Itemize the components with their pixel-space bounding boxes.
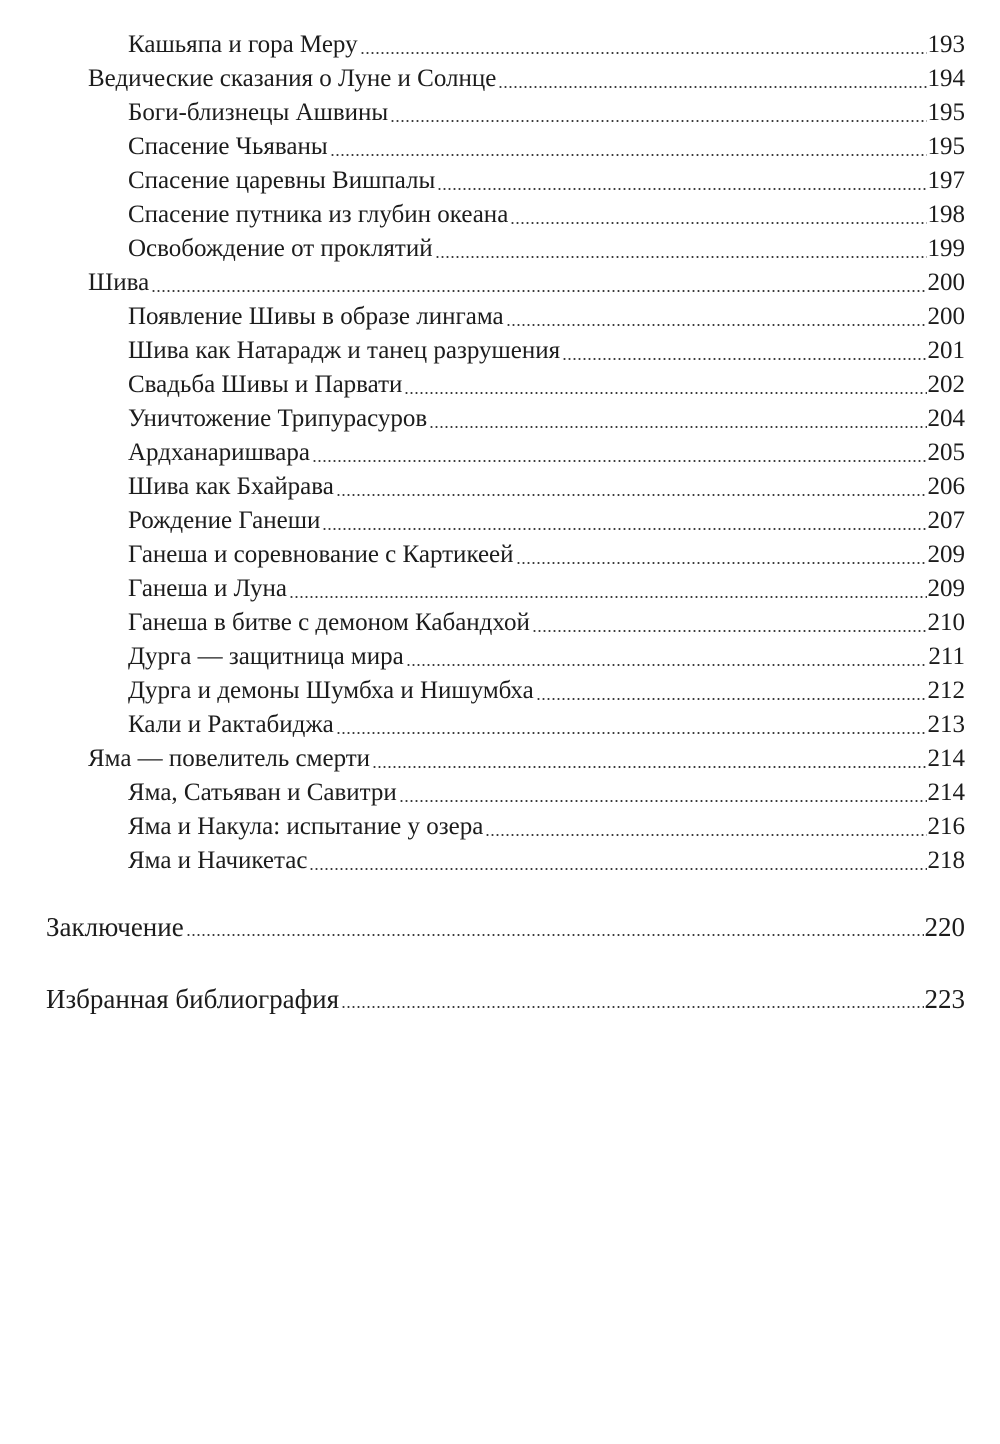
toc-entry-page: 195 bbox=[927, 133, 965, 160]
toc-entry[interactable] bbox=[128, 402, 965, 436]
toc-entry-page: 199 bbox=[927, 235, 965, 262]
dot-leader bbox=[485, 834, 926, 836]
toc-entry[interactable] bbox=[128, 606, 965, 640]
toc-entry[interactable] bbox=[128, 776, 965, 810]
toc-entry-title: Дурга — защитница мира bbox=[128, 643, 404, 670]
toc-entry-page: 210 bbox=[927, 609, 965, 636]
toc-entry-page: 214 bbox=[927, 745, 965, 772]
toc-entry-page: 197 bbox=[927, 167, 965, 194]
toc-entry-page: 211 bbox=[928, 643, 965, 670]
dot-leader bbox=[404, 392, 926, 394]
toc-entry-title: Шива как Натарадж и танец разрушения bbox=[128, 337, 561, 364]
dot-leader bbox=[562, 358, 926, 360]
toc-entry-title: Яма и Накула: испытание у озера bbox=[128, 813, 484, 840]
dot-leader bbox=[151, 290, 926, 292]
toc-entry-page: 202 bbox=[927, 371, 965, 398]
toc-entry-title: Спасение Чьяваны bbox=[128, 133, 328, 160]
toc-entry[interactable] bbox=[128, 470, 965, 504]
dot-leader bbox=[435, 256, 927, 258]
dot-leader bbox=[429, 426, 926, 428]
toc-entry-title: Боги-близнецы Ашвины bbox=[128, 99, 389, 126]
dot-leader bbox=[536, 698, 927, 700]
toc-entry-page: 200 bbox=[927, 269, 965, 296]
toc-entry[interactable] bbox=[128, 504, 965, 538]
dot-leader bbox=[341, 1006, 923, 1008]
toc-entry[interactable] bbox=[128, 810, 965, 844]
dot-leader bbox=[390, 120, 926, 122]
dot-leader bbox=[506, 324, 927, 326]
toc-entry-title: Ганеша и Луна bbox=[128, 575, 287, 602]
toc-entry-page: 200 bbox=[927, 303, 965, 330]
toc-entry-page: 204 bbox=[927, 405, 965, 432]
dot-leader bbox=[437, 188, 926, 190]
dot-leader bbox=[510, 222, 926, 224]
dot-leader bbox=[336, 494, 927, 496]
toc-entry-title: Шива как Бхайрава bbox=[128, 473, 334, 500]
toc-entry[interactable] bbox=[128, 300, 965, 334]
toc-entry-page: 213 bbox=[927, 711, 965, 738]
dot-leader bbox=[330, 154, 927, 156]
toc-entry-title: Появление Шивы в образе лингама bbox=[128, 303, 504, 330]
toc-entry-title: Избранная библиография bbox=[46, 984, 340, 1014]
toc-entry-title: Яма, Сатьяван и Савитри bbox=[128, 779, 397, 806]
toc-entry[interactable] bbox=[128, 708, 965, 742]
toc-entry[interactable] bbox=[128, 198, 965, 232]
toc-entry-page: 205 bbox=[927, 439, 965, 466]
toc-entry[interactable] bbox=[128, 164, 965, 198]
dot-leader bbox=[289, 596, 927, 598]
toc-entry[interactable] bbox=[128, 436, 965, 470]
toc-entry-title: Уничтожение Трипурасуров bbox=[128, 405, 428, 432]
toc-entry-title: Яма и Начикетас bbox=[128, 847, 308, 874]
toc-entry[interactable] bbox=[128, 674, 965, 708]
toc-entry-page: 223 bbox=[924, 984, 965, 1014]
toc-entry-chapter[interactable] bbox=[46, 982, 965, 1016]
toc-entry-page: 194 bbox=[927, 65, 965, 92]
toc-entry-page: 218 bbox=[927, 847, 965, 874]
toc-entry-title: Кашьяпа и гора Меру bbox=[128, 31, 358, 58]
dot-leader bbox=[336, 732, 927, 734]
toc-entry-title: Ведические сказания о Луне и Солнце bbox=[88, 65, 497, 92]
dot-leader bbox=[186, 934, 924, 936]
toc-entry[interactable] bbox=[128, 232, 965, 266]
toc-entry-title: Кали и Рактабиджа bbox=[128, 711, 334, 738]
toc-entry[interactable] bbox=[88, 62, 965, 96]
toc-entry[interactable] bbox=[128, 538, 965, 572]
toc-entry-page: 193 bbox=[927, 31, 965, 58]
toc-entry-page: 207 bbox=[927, 507, 965, 534]
toc-entry-title: Ардханаришвара bbox=[128, 439, 310, 466]
toc-entry[interactable] bbox=[128, 130, 965, 164]
dot-leader bbox=[372, 766, 926, 768]
toc-entry-page: 195 bbox=[927, 99, 965, 126]
dot-leader bbox=[532, 630, 927, 632]
toc-entry-title: Освобождение от проклятий bbox=[128, 235, 433, 262]
dot-leader bbox=[399, 800, 927, 802]
toc-entry[interactable] bbox=[128, 28, 965, 62]
toc-entry-title: Спасение царевны Вишпалы bbox=[128, 167, 436, 194]
toc-entry-title: Шива bbox=[88, 269, 150, 296]
toc-entry[interactable] bbox=[128, 640, 965, 674]
dot-leader bbox=[516, 562, 927, 564]
toc-entry-page: 201 bbox=[927, 337, 965, 364]
toc-entry[interactable] bbox=[128, 96, 965, 130]
toc-entry-page: 216 bbox=[927, 813, 965, 840]
toc-entry[interactable] bbox=[128, 368, 965, 402]
toc-entry-title: Заключение bbox=[46, 912, 184, 942]
toc-entry-chapter[interactable] bbox=[46, 910, 965, 944]
dot-leader bbox=[322, 528, 926, 530]
toc-entry[interactable] bbox=[88, 266, 965, 300]
toc-entry-page: 206 bbox=[927, 473, 965, 500]
toc-entry-page: 209 bbox=[927, 541, 965, 568]
toc-entry[interactable] bbox=[128, 844, 965, 878]
dot-leader bbox=[498, 86, 926, 88]
toc-entry-title: Дурга и демоны Шумбха и Нишумбха bbox=[128, 677, 534, 704]
toc-entry-title: Ганеша и соревнование с Картикеей bbox=[128, 541, 514, 568]
toc-entry[interactable] bbox=[88, 742, 965, 776]
dot-leader bbox=[360, 52, 927, 54]
toc-entry-title: Ганеша в битве с демоном Кабандхой bbox=[128, 609, 530, 636]
dot-leader bbox=[312, 460, 927, 462]
toc-entry-title: Свадьба Шивы и Парвати bbox=[128, 371, 403, 398]
dot-leader bbox=[406, 664, 928, 666]
toc-entry-title: Спасение путника из глубин океана bbox=[128, 201, 509, 228]
toc-entry[interactable] bbox=[128, 572, 965, 606]
toc-entry-page: 212 bbox=[927, 677, 965, 704]
toc-entry-page: 209 bbox=[927, 575, 965, 602]
toc-entry-page: 198 bbox=[927, 201, 965, 228]
toc-entry-page: 214 bbox=[927, 779, 965, 806]
toc-entry-page: 220 bbox=[924, 912, 965, 942]
dot-leader bbox=[309, 868, 926, 870]
toc-entry-title: Рождение Ганеши bbox=[128, 507, 321, 534]
toc-entry[interactable] bbox=[128, 334, 965, 368]
toc-entry-title: Яма — повелитель смерти bbox=[88, 745, 371, 772]
